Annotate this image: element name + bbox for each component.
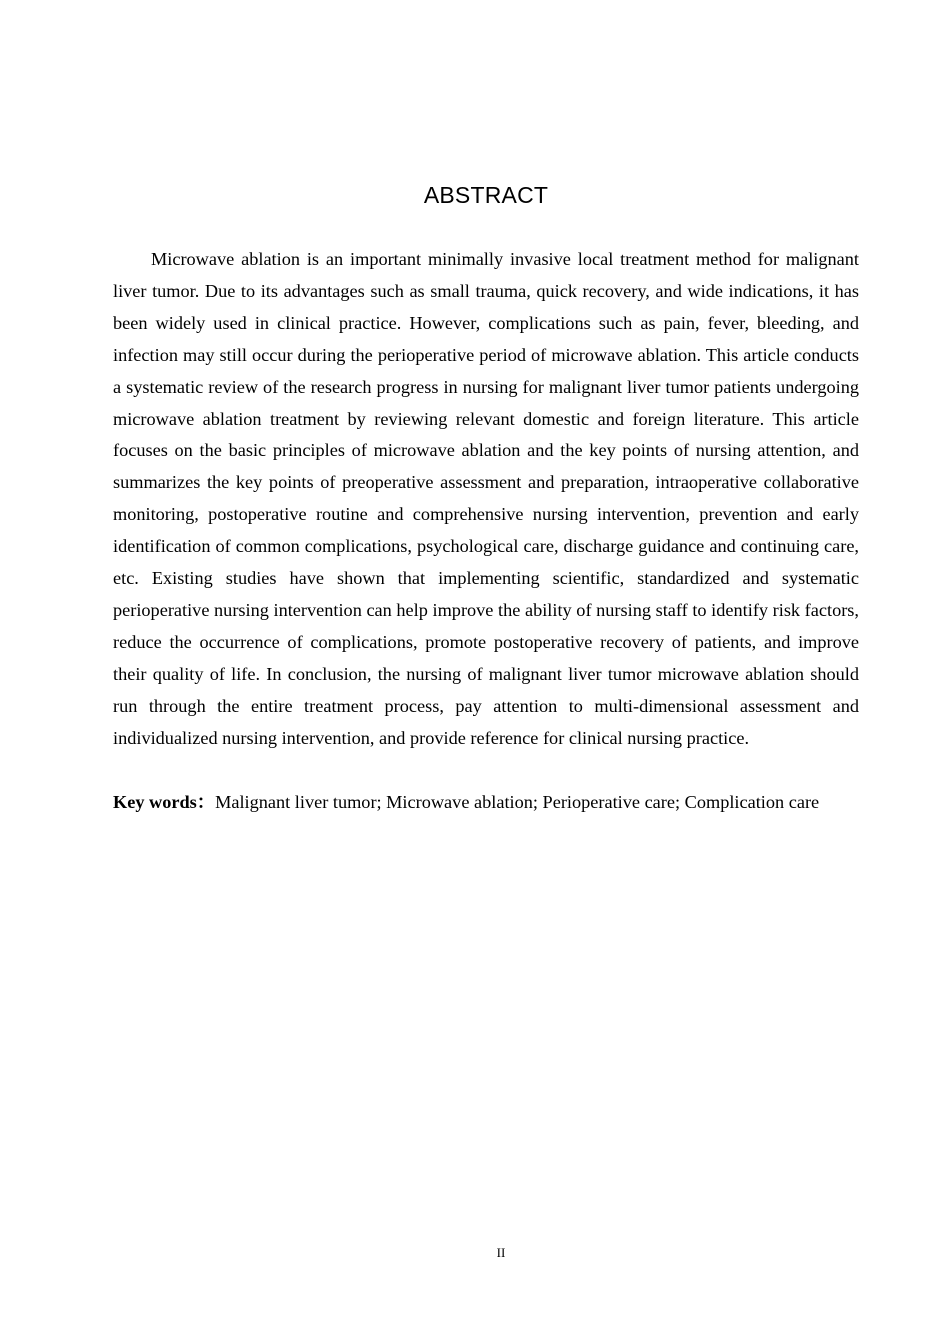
abstract-title: ABSTRACT — [423, 182, 549, 208]
abstract-body: Microwave ablation is an important minimally invasive local treatment method for malignant liver tumor. Due to its advantages such as small trauma, quick recovery, and wide indications, it has been widely used in clinical practice. However, complications such as pain, fever, bleeding, and infection may still occur during the perioperative period of microwave ablation. This article conducts a systematic review of the research progress in nursing for malignant liver tumor patients undergoing microwave ablation treatment by reviewing relevant domestic and foreign literature. This article focuses on the basic principles of microwave ablation and the key points of nursing attention, and summarizes the key points of preoperative assessment and preparation, intraoperative collaborative monitoring, postoperative routine and comprehensive nursing intervention, prevention and early identification of common complications, psychological care, discharge guidance and continuing care, etc. Existing studies have shown that implementing scientific, standardized and systematic perioperative nursing intervention can help improve the ability of nursing staff to identify risk factors, reduce the occurrence of complications, promote postoperative recovery of patients, and improve their quality of life. In conclusion, the nursing of malignant liver tumor microwave ablation should run through the entire treatment process, pay attention to multi-dimensional assessment and individualized nursing intervention, and provide reference for clinical nursing practice. — [113, 249, 859, 748]
keywords-label: Key words： — [113, 792, 216, 812]
keywords-value: Malignant liver tumor; Microwave ablation; Perioperative care; Complication care — [215, 792, 820, 812]
page-number: II — [496, 1245, 506, 1260]
keywords-line — [113, 787, 873, 819]
